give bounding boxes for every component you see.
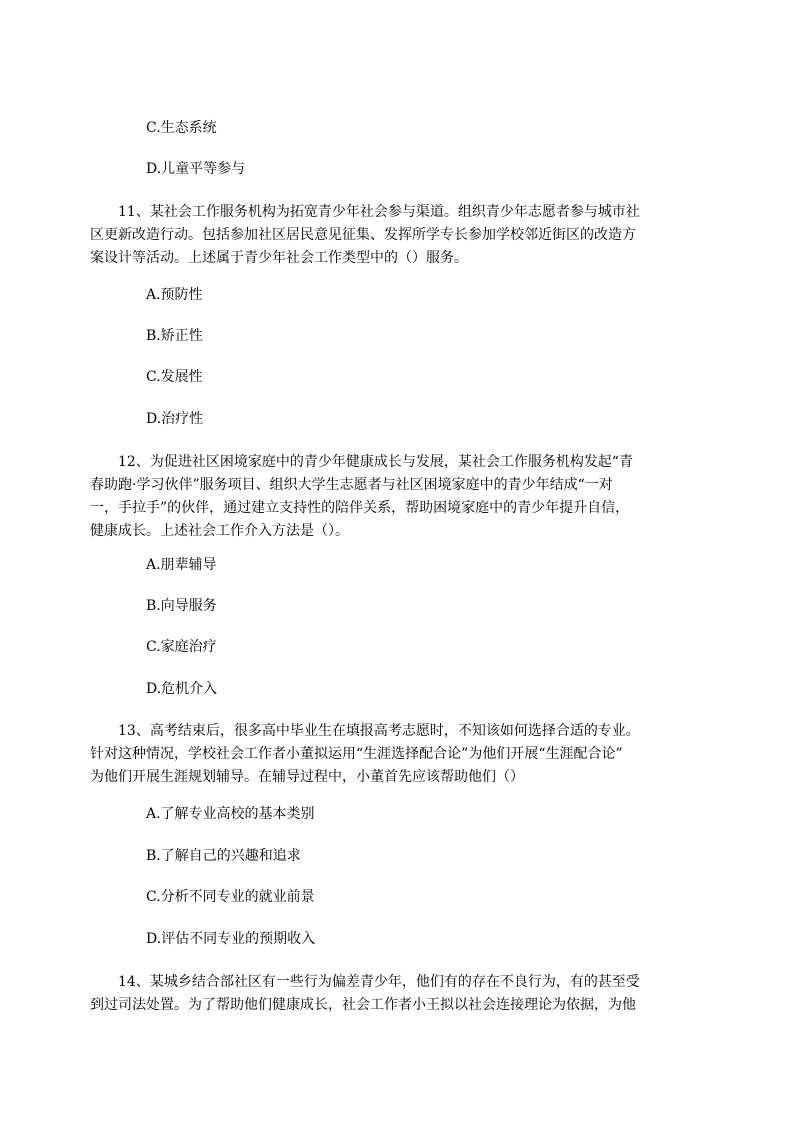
option-c-family-therapy: C.家庭治疗 — [146, 639, 217, 655]
question-12-line-4: 健康成长。上述社会工作介入方法是（）。 — [90, 523, 349, 539]
question-11 — [90, 201, 678, 270]
question-12-line-2: 春助跑·学习伙伴”服务项目、组织大学生志愿者与社区困境家庭中的青少年结成“一对 — [90, 477, 613, 493]
option-c-developmental: C.发展性 — [146, 369, 203, 385]
question-14 — [90, 971, 678, 1017]
question-13-line-1: 13、高考结束后，很多高中毕业生在填报高考志愿时，不知该如何选择合适的专业。 — [118, 723, 640, 739]
option-b-interests-pursuits: B.了解自己的兴趣和追求 — [146, 848, 301, 864]
option-a-preventive: A.预防性 — [146, 287, 203, 303]
option-b-corrective: B.矫正性 — [146, 328, 203, 344]
question-12-line-1: 12、为促进社区困境家庭中的青少年健康成长与发展，某社会工作服务机构发起“青 — [118, 454, 633, 470]
question-11-line-2: 区更新改造行动。包括参加社区居民意见征集、发挥所学专长参加学校邻近街区的改造方 — [90, 227, 636, 243]
option-d-expected-income: D.评估不同专业的预期收入 — [146, 931, 316, 947]
option-b-guide-service: B.向导服务 — [146, 598, 217, 614]
question-13-line-2: 针对这种情况，学校社会工作者小董拟运用“生涯选择配合论”为他们开展“生涯配合论” — [90, 746, 623, 762]
option-a-peer-counseling: A.朋辈辅导 — [146, 557, 217, 573]
question-13-line-3: 为他们开展生涯规划辅导。在辅导过程中，小董首先应该帮助他们（） — [90, 769, 524, 785]
question-11-line-3: 案设计等活动。上述属于青少年社会工作类型中的（）服务。 — [90, 250, 468, 266]
option-c-employment-prospects: C.分析不同专业的就业前景 — [146, 889, 315, 905]
option-d-therapeutic: D.治疗性 — [146, 411, 204, 427]
question-14-line-1: 14、某城乡结合部社区有一些行为偏差青少年，他们有的存在不良行为，有的甚至受 — [118, 974, 640, 990]
option-a-university-categories: A.了解专业高校的基本类别 — [146, 806, 315, 822]
option-d-child-equal-participation: D.儿童平等参与 — [146, 161, 246, 177]
question-12-line-3: 一，手拉手”的伙伴，通过建立支持性的陪伴关系，帮助困境家庭中的青少年提升自信， — [90, 500, 630, 516]
option-d-crisis-intervention: D.危机介入 — [146, 681, 218, 697]
question-13 — [90, 720, 678, 789]
question-14-line-2: 到过司法处置。为了帮助他们健康成长，社会工作者小王拟以社会连接理论为依据，为他 — [90, 997, 636, 1013]
question-12 — [90, 451, 678, 543]
question-11-line-1: 11、某社会工作服务机构为拓宽青少年社会参与渠道。组织青少年志愿者参与城市社 — [118, 204, 640, 220]
option-c-ecosystem: C.生态系统 — [146, 120, 217, 136]
